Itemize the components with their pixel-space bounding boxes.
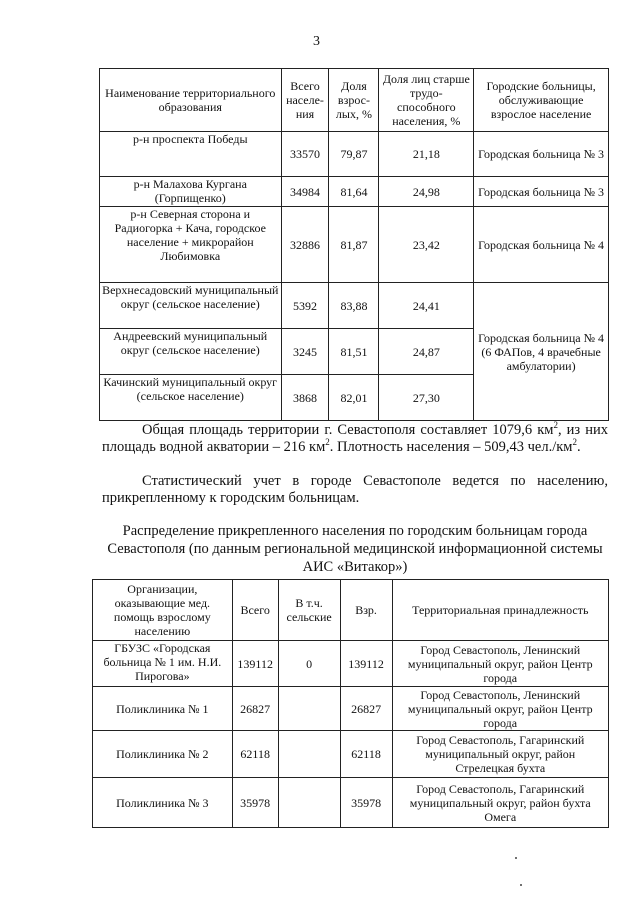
cell-total: 5392: [281, 283, 329, 329]
cell-elderly: 21,18: [379, 132, 474, 177]
cell-total: 34984: [281, 177, 329, 207]
cell-adult: 81,87: [329, 207, 379, 283]
header-adult: Взр.: [340, 580, 392, 641]
table2-caption: Распределение прикрепленного населения по городским больницам города Севастополя (по данным региональной медицинской информационной системы АИС «Витакор»): [107, 523, 603, 575]
cell-adult: 81,64: [329, 177, 379, 207]
header-hospitals: Городские больницы, обслуживающие взрослое население: [474, 69, 609, 132]
cell-rural: [278, 731, 340, 778]
cell-hospital: Городская больница № 4: [474, 207, 609, 283]
cell-hospital: Городская больница № 3: [474, 132, 609, 177]
table-row: [93, 731, 609, 778]
area-text-4: .: [576, 439, 581, 455]
cell-adult: 26827: [340, 687, 392, 731]
cell-total: 62118: [232, 731, 278, 778]
cell-elderly: 24,87: [379, 329, 474, 375]
cell-adult: 139112: [340, 641, 392, 687]
cell-hospital: Городская больница № 3: [474, 177, 609, 207]
cell-total: 32886: [281, 207, 329, 283]
superscript: 2: [325, 437, 330, 448]
cell-hospital-merged: Городская больница № 4 (6 ФАПов, 4 врачебные амбулатории): [474, 283, 609, 421]
header-territory: Наименование территориального образования: [100, 69, 282, 132]
cell-adult: 82,01: [329, 375, 379, 421]
table-row: [100, 177, 609, 207]
header-elderly-share: Доля лиц старше трудо-способного населения, %: [379, 69, 474, 132]
cell-elderly: 24,98: [379, 177, 474, 207]
table-row: [100, 207, 609, 283]
cell-organization: ГБУЗС «Городская больница № 1 им. Н.И. Пирогова»: [93, 641, 233, 687]
header-organization: Организации, оказывающие мед. помощь взрослому населению: [93, 580, 233, 641]
cell-total: 35978: [232, 778, 278, 828]
table-row: [100, 132, 609, 177]
cell-territory: Город Севастополь, Ленинский муниципальный округ, район Центр города: [392, 687, 608, 731]
cell-elderly: 27,30: [379, 375, 474, 421]
cell-name: р-н Северная сторона и Радиогорка + Кача, городское население + микрорайон Любимовка: [100, 207, 282, 283]
cell-territory: Город Севастополь, Гагаринский муниципальный округ, район бухта Омега: [392, 778, 608, 828]
cell-name: р-н проспекта Победы: [100, 132, 282, 177]
table-header-row: [93, 580, 609, 641]
cell-organization: Поликлиника № 3: [93, 778, 233, 828]
cell-rural: 0: [278, 641, 340, 687]
cell-territory: Город Севастополь, Гагаринский муниципальный округ, район Стрелецкая бухта: [392, 731, 608, 778]
area-text-1: Общая площадь территории г. Севастополя составляет 1079,6 км: [142, 422, 554, 438]
cell-name: Андреевский муниципальный округ (сельское население): [100, 329, 282, 375]
cell-name: Качинский муниципальный округ (сельское население): [100, 375, 282, 421]
cell-adult: 83,88: [329, 283, 379, 329]
table-row: [93, 778, 609, 828]
cell-total: 26827: [232, 687, 278, 731]
header-territory: Территориальная принадлежность: [392, 580, 608, 641]
header-rural: В т.ч. сельские: [278, 580, 340, 641]
table-row: [100, 283, 609, 329]
cell-rural: [278, 687, 340, 731]
superscript: 2: [553, 420, 558, 431]
table-row: [93, 641, 609, 687]
area-paragraph: [102, 422, 608, 456]
cell-elderly: 24,41: [379, 283, 474, 329]
table-header-row: [100, 69, 609, 132]
scan-speck: [515, 857, 517, 859]
cell-rural: [278, 778, 340, 828]
cell-adult: 62118: [340, 731, 392, 778]
cell-total: 33570: [281, 132, 329, 177]
cell-total: 139112: [232, 641, 278, 687]
header-adult-share: Доля взрос-лых, %: [329, 69, 379, 132]
cell-total: 3245: [281, 329, 329, 375]
population-table: [99, 68, 609, 421]
area-text-3: . Плотность населения – 509,43 чел./км: [329, 439, 573, 455]
cell-adult: 79,87: [329, 132, 379, 177]
page-number: 3: [313, 34, 320, 49]
cell-organization: Поликлиника № 2: [93, 731, 233, 778]
cell-adult: 35978: [340, 778, 392, 828]
cell-name: р-н Малахова Кургана (Горпищенко): [100, 177, 282, 207]
statistics-paragraph: Статистический учет в городе Севастополе ведется по населению, прикрепленному к городским больницам.: [102, 473, 608, 506]
header-total: Всего населе-ния: [281, 69, 329, 132]
scan-speck: [520, 884, 522, 886]
cell-total: 3868: [281, 375, 329, 421]
area-text-2: , из них площадь водной акватории – 216 км: [102, 422, 608, 455]
table-row: [93, 687, 609, 731]
superscript: 2: [572, 437, 577, 448]
hospital-distribution-table: [92, 579, 609, 828]
cell-elderly: 23,42: [379, 207, 474, 283]
cell-adult: 81,51: [329, 329, 379, 375]
cell-territory: Город Севастополь, Ленинский муниципальный округ, район Центр города: [392, 641, 608, 687]
header-total: Всего: [232, 580, 278, 641]
cell-name: Верхнесадовский муниципальный округ (сельское население): [100, 283, 282, 329]
cell-organization: Поликлиника № 1: [93, 687, 233, 731]
